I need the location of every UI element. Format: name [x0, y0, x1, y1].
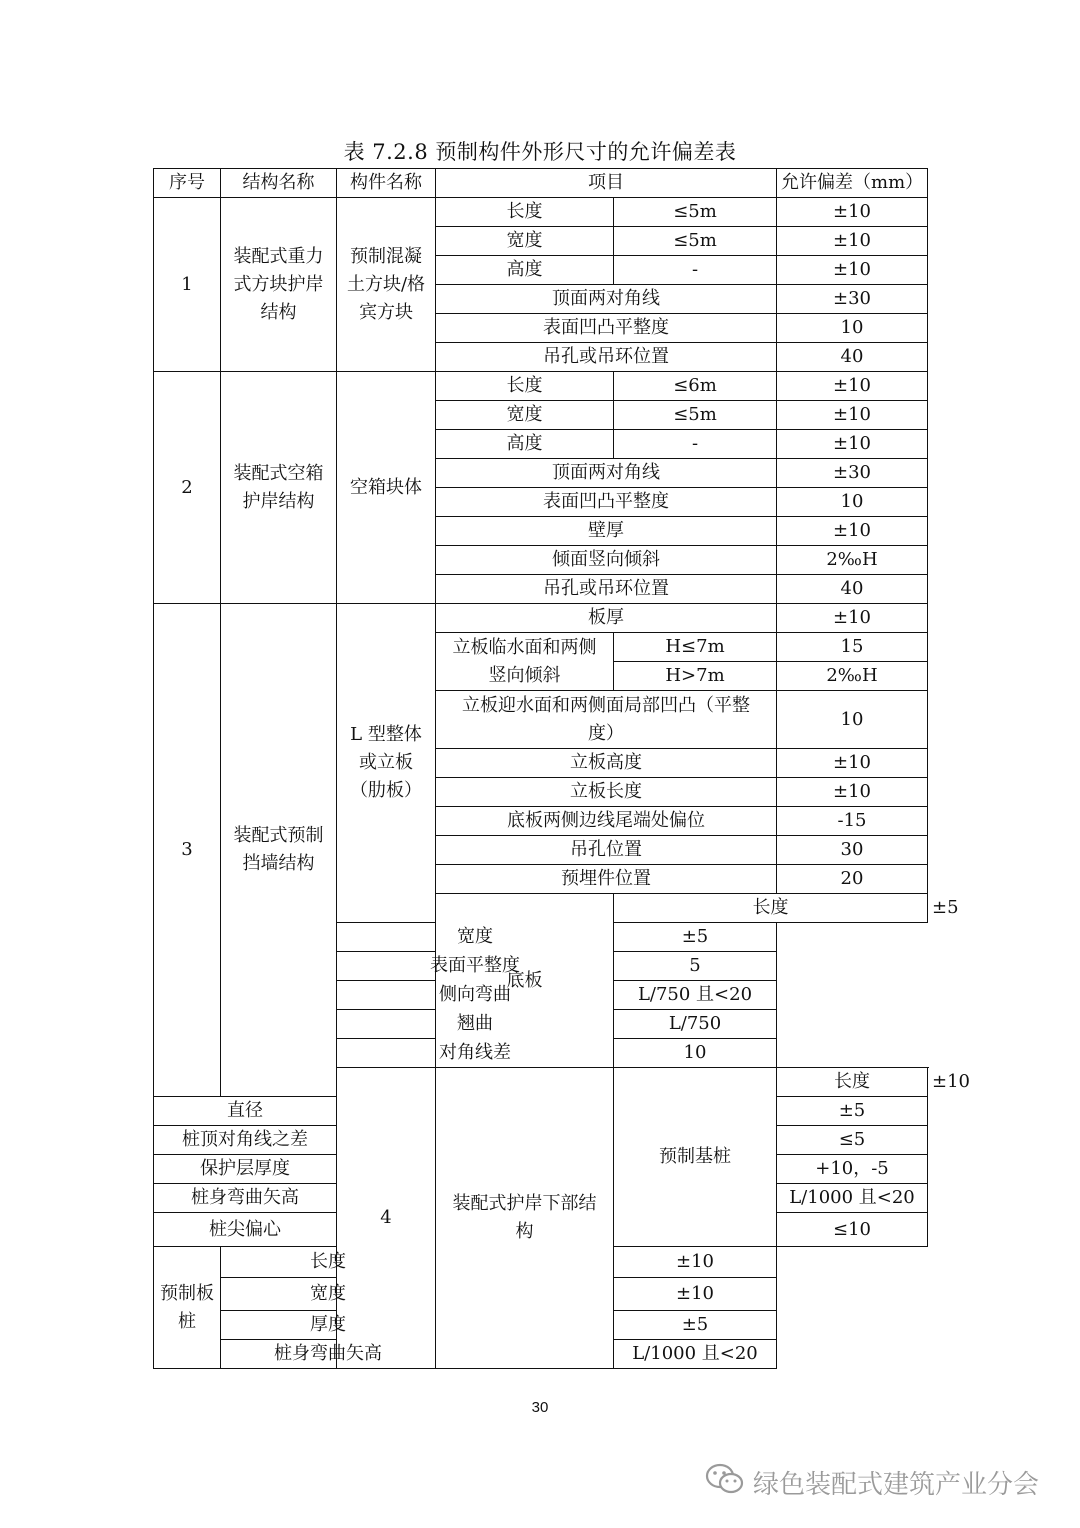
tolerance-cell: 2‰H [777, 546, 928, 575]
tolerance-cell: 15 [777, 633, 928, 662]
component-cell: 预制基桩 [614, 1068, 777, 1247]
tolerance-cell: ±10 [777, 372, 928, 401]
tolerance-cell: L/1000 且<20 [614, 1340, 777, 1369]
tolerance-cell: 10 [777, 314, 928, 343]
item-cell: 高度 [436, 430, 614, 459]
item-cell: 长度 [436, 372, 614, 401]
tolerance-cell: ±10 [777, 517, 928, 546]
condition-cell: ≤5m [614, 401, 777, 430]
item-cell: 顶面两对角线 [436, 459, 777, 488]
watermark [705, 1462, 1039, 1503]
item-cell: 桩身弯曲矢高 [154, 1184, 337, 1213]
component-cell: 预制板桩 [154, 1247, 221, 1369]
tolerance-cell: ±5 [614, 923, 777, 952]
item-cell: 底板两侧边线尾端处偏位 [436, 807, 777, 836]
condition-cell: ≤6m [614, 372, 777, 401]
item-cell: 长度 [777, 1068, 928, 1097]
tolerance-cell: ±10 [777, 430, 928, 459]
tolerance-cell: 30 [777, 836, 928, 865]
item-cell: 顶面两对角线 [436, 285, 777, 314]
tolerance-cell: ±10 [777, 778, 928, 807]
condition-cell: H≤7m [614, 633, 777, 662]
tolerance-cell: ±10 [614, 1247, 777, 1278]
wechat-icon [705, 1462, 753, 1503]
item-cell: 预埋件位置 [436, 865, 777, 894]
tolerance-cell: ±10 [777, 749, 928, 778]
item-cell: 长度 [436, 198, 614, 227]
seq-cell: 3 [154, 604, 221, 1097]
structure-cell: 装配式空箱护岸结构 [221, 372, 337, 604]
item-cell: 表面平整度 [337, 952, 614, 981]
item-cell: 厚度 [221, 1311, 436, 1340]
header-structure: 结构名称 [221, 169, 337, 198]
item-cell: 高度 [436, 256, 614, 285]
item-cell: 吊孔或吊环位置 [436, 343, 777, 372]
item-cell: 壁厚 [436, 517, 777, 546]
tolerance-cell: ±10 [777, 198, 928, 227]
tolerance-table [153, 168, 970, 1369]
tolerance-cell: ±30 [777, 459, 928, 488]
item-cell: 表面凹凸平整度 [436, 488, 777, 517]
item-cell: 翘曲 [337, 1010, 614, 1039]
header-row [154, 169, 928, 198]
item-cell: 长度 [614, 894, 928, 923]
condition-cell: - [614, 256, 777, 285]
table-row: 4 装配式护岸下部结构 预制基桩 长度 ±10 [154, 1068, 928, 1097]
condition-cell: - [614, 430, 777, 459]
component-cell: L 型整体或立板（肋板） [337, 604, 436, 923]
tolerance-cell: 2‰H [777, 662, 928, 691]
item-cell: 表面凹凸平整度 [436, 314, 777, 343]
seq-cell: 1 [154, 198, 221, 372]
tolerance-cell: ±10 [777, 227, 928, 256]
component-cell: 预制混凝土方块/格宾方块 [337, 198, 436, 372]
seq-cell: 4 [337, 1068, 436, 1369]
header-component: 构件名称 [337, 169, 436, 198]
item-cell: 宽度 [436, 401, 614, 430]
tolerance-cell: -15 [777, 807, 928, 836]
table-row [154, 372, 928, 401]
item-cell: 立板长度 [436, 778, 777, 807]
item-cell: 宽度 [436, 227, 614, 256]
tolerance-cell: 10 [777, 488, 928, 517]
table-row: 底板 长度 ±5 [154, 894, 928, 923]
item-cell: 宽度 [221, 1278, 436, 1311]
item-cell: 对角线差 [337, 1039, 614, 1068]
header-tolerance: 允许偏差（mm） [777, 169, 928, 198]
condition-cell: ≤5m [614, 227, 777, 256]
structure-cell: 装配式重力式方块护岸结构 [221, 198, 337, 372]
tolerance-cell: 10 [614, 1039, 777, 1068]
component-cell: 底板 [436, 894, 614, 1068]
tolerance-cell: +10，-5 [777, 1155, 928, 1184]
structure-cell: 装配式护岸下部结构 [436, 1068, 614, 1369]
table-row [154, 604, 928, 633]
structure-cell: 装配式预制挡墙结构 [221, 604, 337, 1097]
tolerance-cell: ±10 [777, 256, 928, 285]
item-cell: 立板临水面和两侧竖向倾斜 [436, 633, 614, 691]
item-cell: 桩身弯曲矢高 [221, 1340, 436, 1369]
tolerance-cell: ≤5 [777, 1126, 928, 1155]
tolerance-cell: L/750 且<20 [614, 981, 777, 1010]
page-number: 30 [531, 1399, 549, 1416]
condition-cell: ≤5m [614, 198, 777, 227]
item-cell: 桩尖偏心 [154, 1213, 337, 1247]
tolerance-cell: ±30 [777, 285, 928, 314]
item-cell: 长度 [221, 1247, 436, 1278]
tolerance-cell: 20 [777, 865, 928, 894]
tolerance-cell: ±10 [614, 1278, 777, 1311]
item-cell: 倾面竖向倾斜 [436, 546, 777, 575]
tolerance-cell: ±10 [777, 604, 928, 633]
tolerance-cell: ±5 [777, 1097, 928, 1126]
condition-cell: H>7m [614, 662, 777, 691]
tolerance-cell: ±5 [614, 1311, 777, 1340]
tolerance-cell: 5 [614, 952, 777, 981]
header-seq: 序号 [154, 169, 221, 198]
tolerance-cell: ≤10 [777, 1213, 928, 1247]
header-item: 项目 [436, 169, 777, 198]
tolerance-cell: 40 [777, 343, 928, 372]
item-cell: 桩顶对角线之差 [154, 1126, 337, 1155]
item-cell: 吊孔或吊环位置 [436, 575, 777, 604]
table-row [154, 198, 928, 227]
item-cell: 立板迎水面和两侧面局部凹凸（平整度） [436, 691, 777, 749]
item-cell: 立板高度 [436, 749, 777, 778]
seq-cell: 2 [154, 372, 221, 604]
tolerance-cell: L/750 [614, 1010, 777, 1039]
tolerance-cell: 40 [777, 575, 928, 604]
item-cell: 侧向弯曲 [337, 981, 614, 1010]
item-cell: 保护层厚度 [154, 1155, 337, 1184]
tolerance-cell: L/1000 且<20 [777, 1184, 928, 1213]
item-cell: 直径 [154, 1097, 337, 1126]
item-cell: 板厚 [436, 604, 777, 633]
tolerance-cell: 10 [777, 691, 928, 749]
watermark-text: 绿色装配式建筑产业分会 [753, 1470, 1040, 1500]
table-title: 表 7.2.8 预制构件外形尺寸的允许偏差表 [343, 140, 737, 164]
component-cell: 空箱块体 [337, 372, 436, 604]
item-cell: 宽度 [337, 923, 614, 952]
item-cell: 吊孔位置 [436, 836, 777, 865]
tolerance-cell: ±10 [777, 401, 928, 430]
